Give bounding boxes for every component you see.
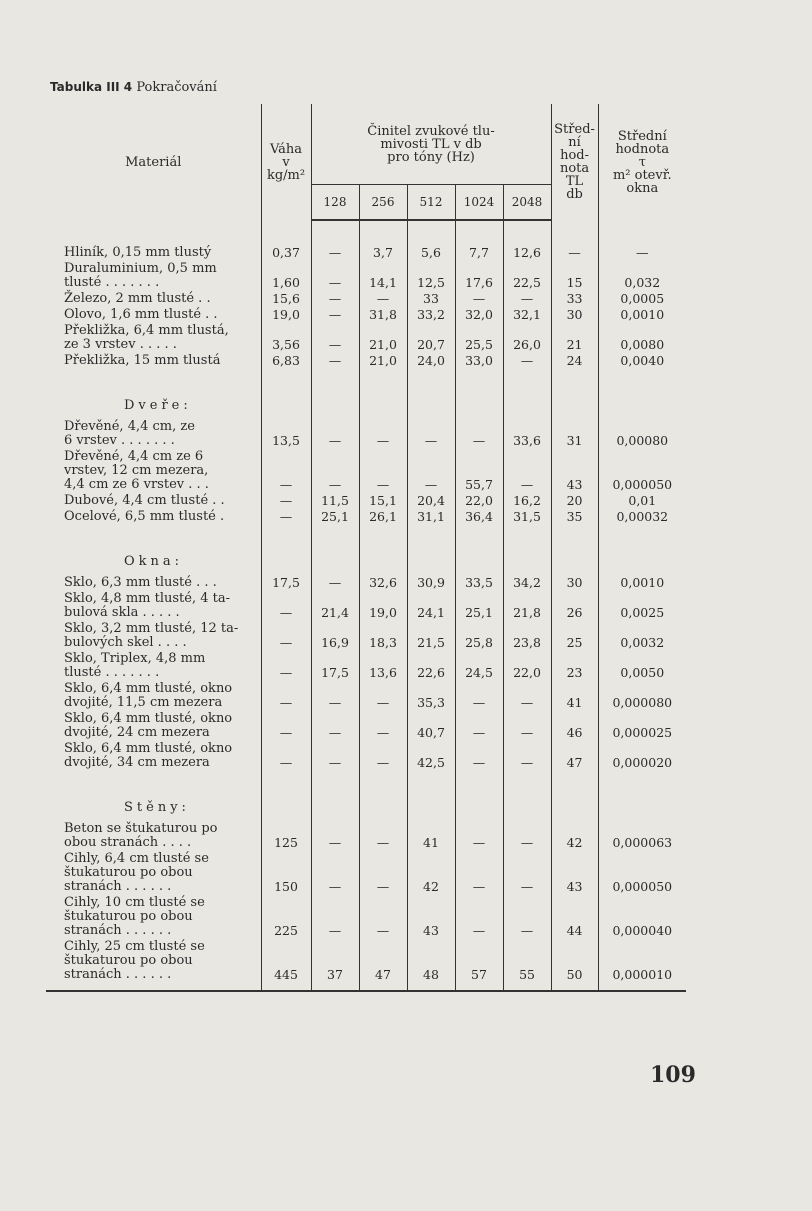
header-freq-128: 128 — [311, 185, 359, 221]
value-cell: 33 — [551, 291, 598, 307]
material-cell: Sklo, Triplex, 4,8 mm tlusté . . . . . . . — [64, 651, 206, 680]
value-cell: 125 — [261, 821, 311, 851]
value-cell: 25,8 — [455, 621, 503, 651]
value-cell: 0,0080 — [598, 323, 686, 353]
material-cell: Sklo, 6,4 mm tlusté, okno dvojité, 24 cm mezera — [64, 711, 233, 740]
value-cell: — — [503, 681, 551, 711]
value-cell: — — [261, 651, 311, 681]
value-cell: 26 — [551, 591, 598, 621]
value-cell: 0,0010 — [598, 307, 686, 323]
value-cell: 16,2 — [503, 493, 551, 509]
material-cell: Dřevěné, 4,4 cm, ze 6 vrstev . . . . . . . — [64, 419, 195, 448]
value-cell: 22,5 — [503, 261, 551, 291]
value-cell: 15,6 — [261, 291, 311, 307]
value-cell: 35 — [551, 509, 598, 525]
value-cell: 0,0010 — [598, 575, 686, 591]
value-cell: — — [261, 449, 311, 493]
value-cell: 0,000040 — [598, 895, 686, 939]
table-row — [46, 651, 686, 681]
value-cell: — — [503, 711, 551, 741]
value-cell: — — [261, 509, 311, 525]
material-cell: Cihly, 6,4 cm tlusté se štukaturou po obou stranách . . . . . . — [64, 851, 209, 894]
value-cell: 11,5 — [311, 493, 359, 509]
value-cell: — — [311, 449, 359, 493]
section-row — [46, 549, 686, 575]
value-cell: — — [261, 591, 311, 621]
value-cell: — — [503, 851, 551, 895]
table-row — [46, 681, 686, 711]
value-cell: — — [359, 895, 407, 939]
value-cell: 33,2 — [407, 307, 455, 323]
value-cell: 42 — [551, 821, 598, 851]
value-cell: 24,1 — [407, 591, 455, 621]
value-cell: — — [261, 711, 311, 741]
value-cell: 47 — [551, 741, 598, 771]
value-cell: 48 — [407, 939, 455, 991]
value-cell: 33,6 — [503, 419, 551, 449]
value-cell: — — [311, 821, 359, 851]
table-body — [46, 220, 686, 991]
table-row — [46, 591, 686, 621]
value-cell: 30,9 — [407, 575, 455, 591]
value-cell: 43 — [407, 895, 455, 939]
table-row — [46, 493, 686, 509]
value-cell: 0,37 — [261, 245, 311, 261]
value-cell: 0,000010 — [598, 939, 686, 991]
value-cell: — — [455, 419, 503, 449]
value-cell: 41 — [551, 681, 598, 711]
value-cell: — — [455, 681, 503, 711]
value-cell: — — [407, 419, 455, 449]
value-cell: — — [503, 291, 551, 307]
value-cell: 42 — [407, 851, 455, 895]
section-row — [46, 795, 686, 821]
value-cell: — — [261, 681, 311, 711]
value-cell: — — [359, 821, 407, 851]
value-cell: 47 — [359, 939, 407, 991]
material-cell: Dřevěné, 4,4 cm ze 6 vrstev, 12 cm mezera, 4,4 cm ze 6 vrstev . . . — [64, 449, 209, 492]
value-cell: 33,0 — [455, 353, 503, 369]
value-cell: 13,5 — [261, 419, 311, 449]
value-cell: 23,8 — [503, 621, 551, 651]
value-cell: 37 — [311, 939, 359, 991]
table-row — [46, 307, 686, 323]
material-cell: Cihly, 25 cm tlusté se štukaturou po obou stranách . . . . . . — [46, 939, 261, 991]
value-cell: 24,5 — [455, 651, 503, 681]
value-cell: 57 — [455, 939, 503, 991]
value-cell: 25,1 — [311, 509, 359, 525]
value-cell: 3,56 — [261, 323, 311, 353]
value-cell: 0,000050 — [598, 449, 686, 493]
value-cell: — — [311, 711, 359, 741]
value-cell: 0,0040 — [598, 353, 686, 369]
value-cell: 17,6 — [455, 261, 503, 291]
value-cell: — — [311, 353, 359, 369]
value-cell: — — [311, 245, 359, 261]
value-cell: 20,7 — [407, 323, 455, 353]
spacer-row — [46, 525, 686, 549]
table-row — [46, 895, 686, 939]
value-cell: 25,1 — [455, 591, 503, 621]
value-cell: 22,0 — [503, 651, 551, 681]
value-cell: — — [311, 681, 359, 711]
material-cell: Překližka, 15 mm tlustá — [64, 353, 221, 368]
header-freq-2048: 2048 — [503, 185, 551, 221]
value-cell: 33 — [407, 291, 455, 307]
value-cell: 12,6 — [503, 245, 551, 261]
table-row — [46, 261, 686, 291]
table-row — [46, 821, 686, 851]
value-cell: 21,0 — [359, 353, 407, 369]
value-cell: 24,0 — [407, 353, 455, 369]
value-cell: — — [359, 449, 407, 493]
value-cell: 33,5 — [455, 575, 503, 591]
material-cell: Ocelové, 6,5 mm tlusté . — [64, 509, 225, 524]
table-row — [46, 245, 686, 261]
value-cell: 14,1 — [359, 261, 407, 291]
value-cell: 19,0 — [359, 591, 407, 621]
value-cell: 13,6 — [359, 651, 407, 681]
value-cell: 445 — [261, 939, 311, 991]
value-cell: 0,000050 — [598, 851, 686, 895]
header-freq-256: 256 — [359, 185, 407, 221]
material-cell: Duraluminium, 0,5 mm tlusté . . . . . . . — [64, 261, 217, 290]
value-cell: 12,5 — [407, 261, 455, 291]
value-cell: 0,0005 — [598, 291, 686, 307]
material-cell: Hliník, 0,15 mm tlustý — [64, 245, 212, 260]
value-cell: 0,00032 — [598, 509, 686, 525]
value-cell: 21 — [551, 323, 598, 353]
section-heading: Stěny: — [124, 800, 190, 815]
value-cell: — — [311, 323, 359, 353]
material-cell: Sklo, 4,8 mm tlusté, 4 ta- bulová skla . . . . . — [64, 591, 231, 620]
material-cell: Sklo, 6,4 mm tlusté, okno dvojité, 11,5 cm mezera — [64, 681, 233, 710]
value-cell: 25 — [551, 621, 598, 651]
value-cell: 24 — [551, 353, 598, 369]
value-cell: — — [455, 821, 503, 851]
value-cell: 30 — [551, 307, 598, 323]
table-row — [46, 575, 686, 591]
table-row — [46, 621, 686, 651]
value-cell: 0,000063 — [598, 821, 686, 851]
value-cell: 0,032 — [598, 261, 686, 291]
value-cell: 0,0050 — [598, 651, 686, 681]
value-cell: 0,01 — [598, 493, 686, 509]
value-cell: 41 — [407, 821, 455, 851]
material-cell: Olovo, 1,6 mm tlusté . . — [64, 307, 218, 322]
value-cell: 18,3 — [359, 621, 407, 651]
table-label: Tabulka III 4 — [50, 80, 133, 94]
value-cell: 40,7 — [407, 711, 455, 741]
value-cell: 25,5 — [455, 323, 503, 353]
value-cell: — — [311, 261, 359, 291]
value-cell: 0,000020 — [598, 741, 686, 771]
material-cell: Překližka, 6,4 mm tlustá, ze 3 vrstev . . . . . — [64, 323, 229, 352]
material-cell: Železo, 2 mm tlusté . . — [64, 291, 211, 306]
value-cell: 225 — [261, 895, 311, 939]
value-cell: 7,7 — [455, 245, 503, 261]
page-number: 109 — [650, 1062, 696, 1088]
value-cell: 20 — [551, 493, 598, 509]
material-cell: Beton se štukaturou po obou stranách . . . . — [64, 821, 218, 850]
value-cell: 21,8 — [503, 591, 551, 621]
spacer-row — [46, 771, 686, 795]
value-cell: 32,0 — [455, 307, 503, 323]
value-cell: 55,7 — [455, 449, 503, 493]
value-cell: — — [261, 493, 311, 509]
value-cell: 150 — [261, 851, 311, 895]
header-freq-512: 512 — [407, 185, 455, 221]
value-cell: 42,5 — [407, 741, 455, 771]
section-heading: Okna: — [124, 554, 184, 569]
value-cell: — — [311, 895, 359, 939]
table-row — [46, 509, 686, 525]
table-row — [46, 353, 686, 369]
table-row — [46, 741, 686, 771]
value-cell: 30 — [551, 575, 598, 591]
spacer-row — [46, 369, 686, 393]
value-cell: 1,60 — [261, 261, 311, 291]
value-cell: 0,00080 — [598, 419, 686, 449]
value-cell: 50 — [551, 939, 598, 991]
value-cell: — — [359, 741, 407, 771]
header-attenuation: Činitel zvukové tlu- mivosti TL v db pro tóny (Hz) — [311, 104, 551, 185]
value-cell: 55 — [503, 939, 551, 991]
value-cell: — — [311, 291, 359, 307]
value-cell: 5,6 — [407, 245, 455, 261]
value-cell: 21,0 — [359, 323, 407, 353]
value-cell: 36,4 — [455, 509, 503, 525]
header-material: Materiál — [125, 154, 182, 170]
value-cell: — — [503, 895, 551, 939]
table-caption — [50, 80, 217, 95]
value-cell: 35,3 — [407, 681, 455, 711]
material-cell: Sklo, 6,3 mm tlusté . . . — [64, 575, 217, 590]
value-cell: 3,7 — [359, 245, 407, 261]
value-cell: — — [311, 307, 359, 323]
value-cell: 31,5 — [503, 509, 551, 525]
value-cell: — — [261, 621, 311, 651]
value-cell: 0,0032 — [598, 621, 686, 651]
material-cell: Sklo, 6,4 mm tlusté, okno dvojité, 34 cm mezera — [64, 741, 233, 770]
value-cell: 17,5 — [311, 651, 359, 681]
value-cell: — — [311, 741, 359, 771]
value-cell: — — [598, 245, 686, 261]
value-cell: 19,0 — [261, 307, 311, 323]
value-cell: 21,4 — [311, 591, 359, 621]
value-cell: 26,0 — [503, 323, 551, 353]
value-cell: 22,6 — [407, 651, 455, 681]
value-cell: — — [551, 245, 598, 261]
value-cell: — — [503, 449, 551, 493]
value-cell: — — [407, 449, 455, 493]
value-cell: 15,1 — [359, 493, 407, 509]
material-cell: Cihly, 10 cm tlusté se štukaturou po obou stranách . . . . . . — [64, 895, 205, 938]
value-cell: — — [455, 291, 503, 307]
value-cell: — — [359, 851, 407, 895]
value-cell: 43 — [551, 851, 598, 895]
spacer-row — [46, 220, 686, 245]
value-cell: — — [455, 711, 503, 741]
material-cell: Sklo, 3,2 mm tlusté, 12 ta- bulových skel . . . . — [64, 621, 239, 650]
table-caption-text: Pokračování — [136, 80, 217, 95]
value-cell: — — [261, 741, 311, 771]
value-cell: — — [455, 741, 503, 771]
value-cell: — — [503, 821, 551, 851]
value-cell: 21,5 — [407, 621, 455, 651]
value-cell: — — [359, 291, 407, 307]
value-cell: 44 — [551, 895, 598, 939]
value-cell: 16,9 — [311, 621, 359, 651]
value-cell: 15 — [551, 261, 598, 291]
value-cell: 26,1 — [359, 509, 407, 525]
value-cell: — — [455, 895, 503, 939]
table-row — [46, 711, 686, 741]
value-cell: — — [311, 575, 359, 591]
table-row — [46, 939, 686, 991]
value-cell: — — [503, 741, 551, 771]
header-weight: Váha v kg/m² — [261, 104, 311, 220]
header-mean-tl: Střed- ní hod- nota TL db — [551, 104, 598, 220]
value-cell: 31 — [551, 419, 598, 449]
section-heading: Dveře: — [124, 398, 192, 413]
value-cell: 32,1 — [503, 307, 551, 323]
value-cell: — — [503, 353, 551, 369]
value-cell: 23 — [551, 651, 598, 681]
material-cell: Dubové, 4,4 cm tlusté . . — [64, 493, 225, 508]
value-cell: 0,0025 — [598, 591, 686, 621]
value-cell: 17,5 — [261, 575, 311, 591]
value-cell: 46 — [551, 711, 598, 741]
value-cell: 43 — [551, 449, 598, 493]
value-cell: — — [455, 851, 503, 895]
sound-attenuation-table — [46, 104, 686, 992]
value-cell: 31,1 — [407, 509, 455, 525]
value-cell: — — [311, 851, 359, 895]
value-cell: 20,4 — [407, 493, 455, 509]
value-cell: 0,000080 — [598, 681, 686, 711]
header-freq-1024: 1024 — [455, 185, 503, 221]
table-row — [46, 323, 686, 353]
table-row — [46, 851, 686, 895]
value-cell: — — [359, 681, 407, 711]
value-cell: 32,6 — [359, 575, 407, 591]
value-cell: 22,0 — [455, 493, 503, 509]
table-row — [46, 449, 686, 493]
value-cell: — — [311, 419, 359, 449]
value-cell: 6,83 — [261, 353, 311, 369]
value-cell: 34,2 — [503, 575, 551, 591]
value-cell: — — [359, 711, 407, 741]
value-cell: 31,8 — [359, 307, 407, 323]
table-row — [46, 419, 686, 449]
value-cell: — — [359, 419, 407, 449]
header-mean-tau: Střední hodnota τ m² otevř. okna — [598, 104, 686, 220]
value-cell: 0,000025 — [598, 711, 686, 741]
table-row — [46, 291, 686, 307]
section-row — [46, 393, 686, 419]
